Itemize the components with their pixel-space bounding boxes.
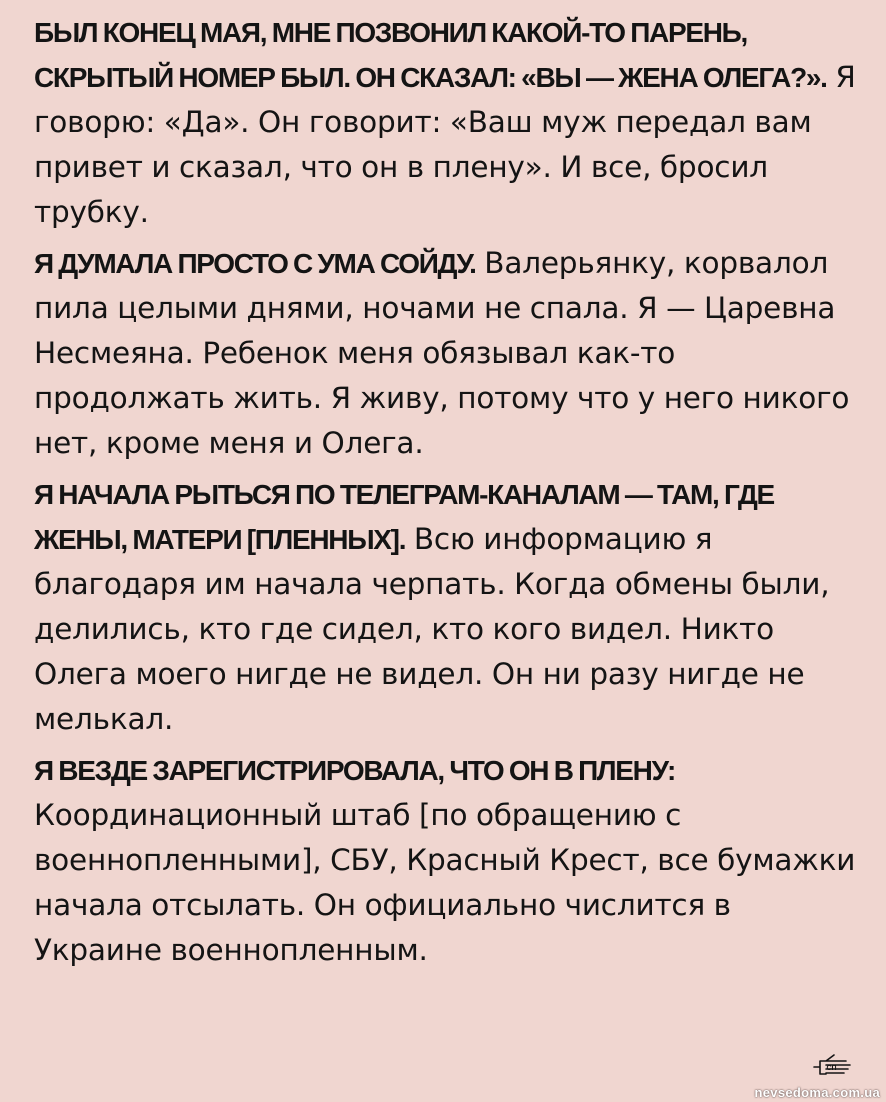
paragraph-lead: Я ДУМАЛА ПРОСТО С УМА СОЙДУ.	[34, 248, 476, 279]
paragraph-lead: Я НАЧАЛА РЫТЬСЯ ПО ТЕЛЕГРАМ-КАНАЛАМ — ТАМ, ГДЕ ЖЕНЫ, МАТЕРИ [ПЛЕННЫХ].	[34, 479, 774, 555]
paragraph-lead: БЫЛ КОНЕЦ МАЯ, МНЕ ПОЗВОНИЛ КАКОЙ-ТО ПАРЕНЬ, СКРЫТЫЙ НОМЕР БЫЛ. ОН СКАЗАЛ: «ВЫ — ЖЕНА ОЛЕГА?».	[34, 17, 827, 93]
paragraph-lead: Я ВЕЗДЕ ЗАРЕГИСТРИРОВАЛА, ЧТО ОН В ПЛЕНУ:	[34, 755, 676, 786]
logo-text: СП	[826, 1065, 837, 1072]
article-text	[34, 10, 864, 979]
paragraph-2	[34, 241, 864, 466]
paragraph-body: Всю информацию я благодаря им начала черпать. Когда обмены были, делились, кто где сидел, кто кого видел. Никто Олега моего нигде не видел. Он ни разу нигде не мелькал.	[34, 522, 830, 736]
paragraph-1	[34, 10, 864, 235]
paragraph-body: Я говорю: «Да». Он говорит: «Ваш муж передал вам привет и сказал, что он в плену». И все, бросил трубку.	[34, 60, 856, 229]
paragraph-3	[34, 472, 864, 742]
watermark: nevsedoma.com.ua	[754, 1085, 880, 1100]
paragraph-body: Координационный штаб [по обращению с военнопленными], СБУ, Красный Крест, все бумажки начала отсылать. Он официально числится в Украине военнопленным.	[34, 798, 856, 967]
paragraph-body: Валерьянку, корвалол пила целыми днями, ночами не спала. Я — Царевна Несмеяна. Ребенок меня обязывал как-то продолжать жить. Я живу, потому что у него никого нет, кроме меня и Олега.	[34, 246, 850, 460]
hand-pointer-icon	[812, 1050, 852, 1076]
paragraph-4	[34, 748, 864, 973]
